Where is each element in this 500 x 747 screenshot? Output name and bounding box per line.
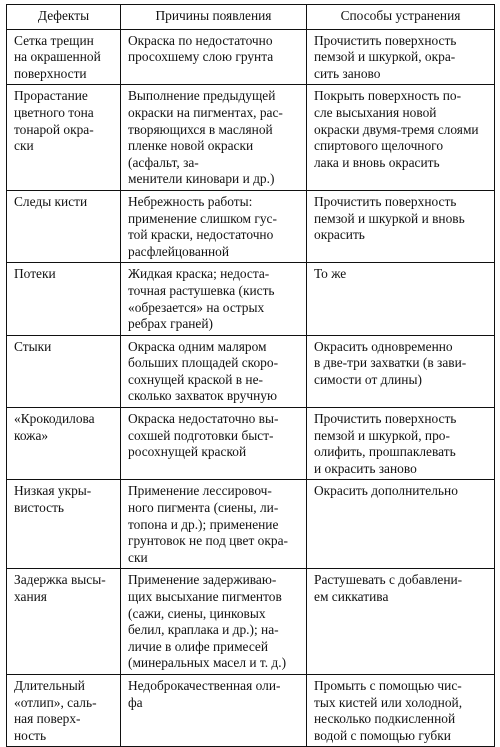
defect-cell: Следы кисти xyxy=(7,190,121,262)
table-row xyxy=(7,29,495,85)
cause-cell: Жидкая краска; недоста- точная растушевка (кисть «обрезается» на острых ребрах граней) xyxy=(121,263,307,335)
cause-cell: Окраска по недостаточно просохшему слою грунта xyxy=(121,29,307,85)
header-causes: Причины появления xyxy=(121,5,307,30)
header-defects: Дефекты xyxy=(7,5,121,30)
table-row xyxy=(7,190,495,262)
cause-cell: Небрежность работы: применение слишком гус- той краски, недостаточно расфлейцованной xyxy=(121,190,307,262)
cause-cell: Выполнение предыдущей окраски на пигментах, рас- творяющихся в масляной пленке новой окраски (асфальт, за- менители киновари и др.) xyxy=(121,85,307,191)
header-row xyxy=(7,5,495,30)
table-row xyxy=(7,408,495,480)
table-row xyxy=(7,480,495,569)
defect-cell: Задержка высы- хания xyxy=(7,569,121,675)
defect-cell: Прорастание цветного тона тонарой окра- ски xyxy=(7,85,121,191)
header-remedies: Способы устранения xyxy=(307,5,495,30)
defect-cell: Сетка трещин на окрашенной поверхности xyxy=(7,29,121,85)
table-row xyxy=(7,335,495,407)
defect-cell: Низкая укры- вистость xyxy=(7,480,121,569)
remedy-cell: Покрыть поверхность по- сле высыхания новой окраски двумя-тремя слоями спиртового щелочного лака и вновь окрасить xyxy=(307,85,495,191)
defects-table xyxy=(6,4,495,747)
remedy-cell: Окрасить одновременно в две-три захватки (в зави- симости от длины) xyxy=(307,335,495,407)
cause-cell: Окраска недостаточно вы- сохшей подготовки быст- росохнущей краской xyxy=(121,408,307,480)
cause-cell: Окраска одним маляром больших площадей скоро- сохнущей краской в не- сколько захваток вручную xyxy=(121,335,307,407)
cause-cell: Недоброкачественная оли- фа xyxy=(121,674,307,746)
remedy-cell: Растушевать с добавлени- ем сиккатива xyxy=(307,569,495,675)
table-row xyxy=(7,263,495,335)
defect-cell: Стыки xyxy=(7,335,121,407)
cause-cell: Применение задерживаю- щих высыхание пигментов (сажи, сиены, цинковых белил, краплака и др.); на- личие в олифе примесей (минеральных масел и т. д.) xyxy=(121,569,307,675)
table-row xyxy=(7,569,495,675)
remedy-cell: Прочистить поверхность пемзой и шкуркой, окра- сить заново xyxy=(307,29,495,85)
defect-cell: Длительный «отлип», саль- ная поверх- ность xyxy=(7,674,121,746)
table-row xyxy=(7,85,495,191)
remedy-cell: Прочистить поверхность пемзой и шкуркой и вновь окрасить xyxy=(307,190,495,262)
remedy-cell: Промыть с помощью чис- тых кистей или холодной, несколько подкисленной водой с помощью губки xyxy=(307,674,495,746)
cause-cell: Применение лессировоч- ного пигмента (сиены, ли- топона и др.); применение грунтовок не под цвет окра- ски xyxy=(121,480,307,569)
table-row xyxy=(7,674,495,746)
remedy-cell: Прочистить поверхность пемзой и шкуркой, про- олифить, прошпаклевать и окрасить заново xyxy=(307,408,495,480)
defect-cell: Потеки xyxy=(7,263,121,335)
remedy-cell: Окрасить дополнительно xyxy=(307,480,495,569)
defect-cell: «Крокодилова кожа» xyxy=(7,408,121,480)
remedy-cell: То же xyxy=(307,263,495,335)
